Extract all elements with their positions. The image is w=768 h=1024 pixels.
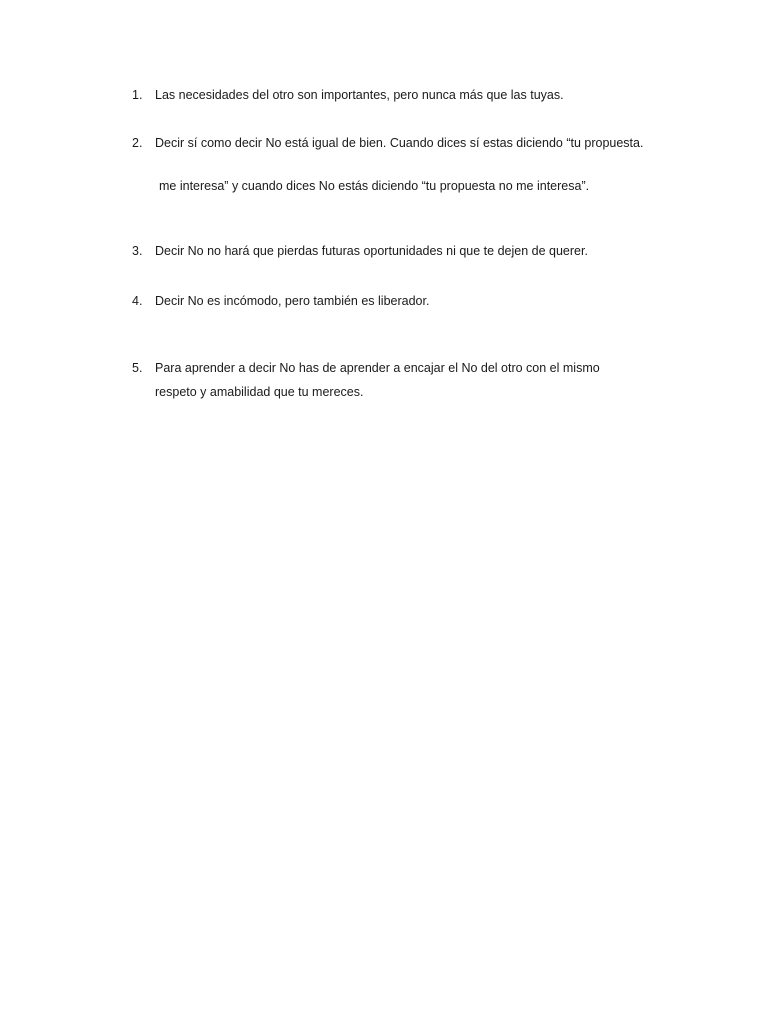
list-item-text: Las necesidades del otro son importantes, pero nunca más que las tuyas. bbox=[155, 88, 564, 102]
list-item-number: 5. bbox=[132, 361, 143, 375]
list-item-number: 1. bbox=[132, 88, 143, 102]
list-item-text: Para aprender a decir No has de aprender a encajar el No del otro con el mismo bbox=[155, 361, 600, 375]
list-item-text: Decir No no hará que pierdas futuras oportunidades ni que te dejen de querer. bbox=[155, 244, 588, 258]
list-item-text: Decir No es incómodo, pero también es liberador. bbox=[155, 294, 430, 308]
list-item-text-continuation: me interesa” y cuando dices No estás diciendo “tu propuesta no me interesa”. bbox=[159, 179, 590, 193]
list-item-number: 3. bbox=[132, 244, 143, 258]
list-item-text-continuation: respeto y amabilidad que tu mereces. bbox=[155, 385, 364, 399]
list-item-text: Decir sí como decir No está igual de bien. Cuando dices sí estas diciendo “tu propuesta. bbox=[155, 136, 644, 150]
list-item-number: 4. bbox=[132, 294, 143, 308]
list-item-number: 2. bbox=[132, 136, 143, 150]
